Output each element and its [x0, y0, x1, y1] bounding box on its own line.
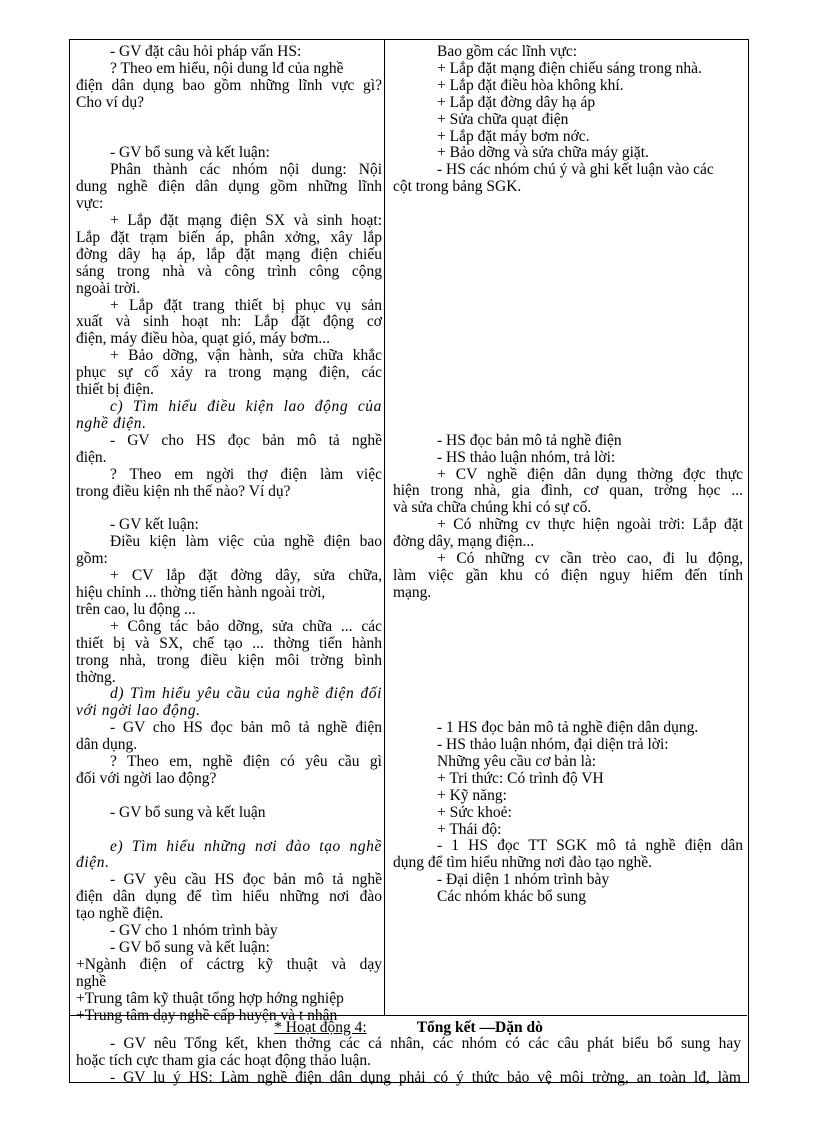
teacher-text-line: ? Theo em ngời thợ điện làm việc [110, 465, 382, 483]
student-text-line [393, 399, 743, 433]
teacher-text-line: sáng trong nhà và công trình công cộng [76, 262, 382, 280]
teacher-text-line: tạo nghề điện. [76, 905, 164, 923]
teacher-text-line: nghề điện. [76, 414, 147, 432]
summary-title: Tổng kết —Dặn dò [416, 1019, 543, 1036]
teacher-text-line: điện, máy điều hòa, quạt gió, máy bơm... [76, 330, 330, 348]
teacher-text-line: - GV đặt câu hỏi pháp vấn HS: [110, 43, 302, 60]
student-text-line: + Sửa chữa quạt điện [437, 110, 569, 128]
teacher-text-line [76, 822, 382, 839]
teacher-text-line: - GV bổ sung và kết luận: [110, 144, 270, 162]
student-text-line: Bao gồm các lĩnh vực: [437, 43, 578, 60]
student-text-line: - 1 HS đọc bản mô tả nghề điện dân dụng. [437, 719, 699, 737]
teacher-text-line: điện dân dụng bao gồm những lĩnh vực gì? [76, 76, 382, 94]
student-text-line: + Lắp đặt mạng điện chiếu sáng trong nhà. [437, 59, 702, 77]
teacher-text-line: điện dân dụng để tìm hiểu những nơi đào [76, 888, 382, 906]
teacher-text-line: trên cao, lu động ... [76, 600, 196, 618]
teacher-text-line: + Lắp đặt mạng điện SX và sinh hoạt: [110, 212, 382, 230]
student-text-line: hiện trong nhà, gia đình, cơ quan, trờng học ... [393, 482, 743, 500]
teacher-text-line: - GV yêu cầu HS đọc bản mô tả nghề [110, 871, 382, 889]
teacher-text-line: + Lắp đặt trang thiết bị phục vụ sản [110, 296, 382, 314]
teacher-text-line: thờng. [76, 668, 116, 686]
student-text-line: + Có những cv thực hiện ngoài trời: Lắp đặt [437, 516, 743, 534]
student-text-line [393, 298, 743, 332]
summary-section [70, 1015, 747, 1086]
teacher-text-line: với ngời lao động. [76, 702, 201, 720]
student-text-line: + Tri thức: Có trình độ VH [437, 769, 604, 787]
teacher-text-line: xuất và sinh hoạt nh: Lắp đặt động cơ [76, 313, 382, 331]
teacher-text-line: Lắp đặt trạm biến áp, phân xởng, xây lắp [76, 228, 382, 246]
student-text-line: cột trong bảng SGK. [393, 178, 522, 196]
student-text-line [393, 365, 743, 399]
teacher-text-line: Phân thành các nhóm nội dung: Nội [110, 161, 382, 179]
student-text-line: + Lắp đặt máy bơm nớc. [437, 127, 590, 145]
teacher-text-line: + CV lắp đặt đờng dây, sửa chữa, [110, 567, 382, 585]
student-text-line: - HS thảo luận nhóm, đại diện trả lời: [437, 735, 669, 753]
teacher-text-line: +Ngành điện of cáctrg kỹ thuật và dạy [76, 955, 382, 973]
teacher-text-line: ? Theo em, nghề điện có yêu cầu gì [110, 753, 382, 771]
teacher-text-line: thiết bị và SX, chế tạo ... thờng tiến hành [76, 634, 382, 652]
student-text-line [393, 636, 743, 670]
student-text-line [393, 196, 743, 230]
teacher-text-line: phục sự cố xảy ra trong mạng điện, các [76, 364, 382, 382]
teacher-text-line [76, 500, 382, 517]
student-text-line: Những yêu cầu cơ bản là: [437, 752, 597, 770]
summary-text-line: hoặc tích cực tham gia các hoạt động thảo luận. [76, 1051, 372, 1069]
teacher-text-line: điện. [76, 448, 107, 466]
teacher-text-line: gồm: [76, 550, 108, 568]
student-activity-column [385, 40, 747, 1015]
student-text-line: đờng dây, mạng điện... [393, 533, 535, 551]
teacher-text-line [76, 112, 382, 146]
summary-text-line: - GV lu ý HS: Làm nghề điện dân dụng phải có ý thức bảo vệ môi trờng, an toàn lđ, làm [110, 1068, 741, 1086]
teacher-text-line: - GV cho 1 nhóm trình bày [110, 922, 278, 940]
teacher-text-line: +Trung tâm kỹ thuật tổng hợp hớng nghiệp [76, 989, 344, 1007]
student-text-line: + Sức khoẻ: [437, 803, 512, 821]
teacher-text-line: đờng dây hạ áp, lắp đặt mạng điện chiếu [76, 245, 382, 263]
teacher-text-line: - GV bổ sung và kết luận: [110, 938, 270, 956]
teacher-text-line: thiết bị điện. [76, 381, 154, 399]
teacher-text-line: đối với ngời lao động? [76, 769, 217, 787]
teacher-text-line: +Trung tâm dạy nghề cấp huyện và t nhân [76, 1006, 338, 1024]
teacher-activity-column [70, 40, 385, 1024]
student-text-line: + Thái độ: [437, 820, 502, 838]
student-text-line: làm việc gần khu có điện nguy hiểm đến tính [393, 566, 743, 584]
lesson-table [69, 39, 749, 1086]
student-text-line: + Có những cv cần trèo cao, đi lu động, [437, 550, 743, 568]
teacher-text-line: + Công tác bảo dỡng, sửa chữa ... các [110, 617, 382, 635]
student-text-line: - Đại diện 1 nhóm trình bày [437, 871, 610, 889]
teacher-text-line: dung nghề điện dân dụng gồm những lĩnh [76, 178, 382, 196]
teacher-text-line: nghề [76, 972, 107, 990]
student-text-line [393, 331, 743, 365]
student-text-line: + Kỹ năng: [437, 786, 507, 804]
student-text-line [393, 703, 743, 720]
teacher-text-line: trong nhà, trong điều kiện môi trờng bình [76, 651, 382, 669]
student-text-line [393, 669, 743, 703]
teacher-text-line: - GV bổ sung và kết luận [110, 803, 266, 821]
teacher-text-line: hiệu chỉnh ... thờng tiến hành ngoài trời, [76, 583, 326, 601]
teacher-text-line: + Bảo dỡng, vận hành, sửa chữa khắc [110, 347, 382, 365]
teacher-text-line: - GV cho HS đọc bản mô tả nghề điện [110, 719, 382, 737]
teacher-text-line: Điều kiện làm việc của nghề điện bao [110, 533, 382, 551]
teacher-text-line: - GV kết luận: [110, 516, 199, 534]
teacher-text-line: vực: [76, 195, 104, 213]
student-text-line: và sửa chữa chúng khi có sự cố. [393, 499, 592, 517]
student-text-line: mạng. [393, 583, 432, 601]
teacher-text-line [76, 788, 382, 805]
student-text-line: dụng để tìm hiểu những nơi đào tạo nghề. [393, 854, 652, 872]
teacher-text-line: - GV cho HS đọc bản mô tả nghề [110, 431, 382, 449]
teacher-text-line: d) Tìm hiểu yêu cầu của nghề điện đối [110, 685, 382, 703]
student-text-line: - HS đọc bản mô tả nghề điện [437, 431, 622, 449]
summary-text-line: - GV nêu Tổng kết, khen thởng các cá nhân, các nhóm có các câu phát biểu bổ sung hay [110, 1035, 741, 1052]
student-text-line: + Bảo dỡng và sửa chữa máy giặt. [437, 144, 649, 162]
student-text-line: - HS các nhóm chú ý và ghi kết luận vào các [437, 161, 714, 179]
teacher-text-line: ? Theo em hiểu, nội dung lđ của nghề [110, 59, 344, 77]
teacher-text-line: c) Tìm hiểu điều kiện lao động của [110, 398, 382, 416]
student-text-line: + CV nghề điện dân dụng thờng đợc thực [437, 465, 743, 483]
student-text-line [393, 230, 743, 264]
teacher-text-line: dân dụng. [76, 736, 138, 754]
teacher-text-line: e) Tìm hiểu những nơi đào tạo nghề [110, 837, 382, 855]
student-text-line: - HS thảo luận nhóm, trả lời: [437, 448, 616, 466]
student-text-line: + Lắp đặt đờng dây hạ áp [437, 93, 596, 111]
teacher-text-line: trong điều kiện nh thế nào? Ví dụ? [76, 482, 291, 500]
student-text-line: - 1 HS đọc TT SGK mô tả nghề điện dân [437, 837, 743, 855]
teacher-text-line: điện. [76, 854, 110, 872]
summary-heading [76, 1019, 741, 1036]
teacher-text-line: Cho ví dụ? [76, 93, 145, 111]
activity-label: * Hoạt động 4: [274, 1019, 367, 1036]
student-text-line [393, 602, 743, 636]
student-text-line [393, 264, 743, 298]
teacher-text-line: ngoài trời. [76, 279, 141, 297]
student-text-line: Các nhóm khác bổ sung [437, 888, 586, 906]
student-text-line: + Lắp đặt điều hòa không khí. [437, 76, 624, 94]
summary-text [76, 1036, 741, 1087]
